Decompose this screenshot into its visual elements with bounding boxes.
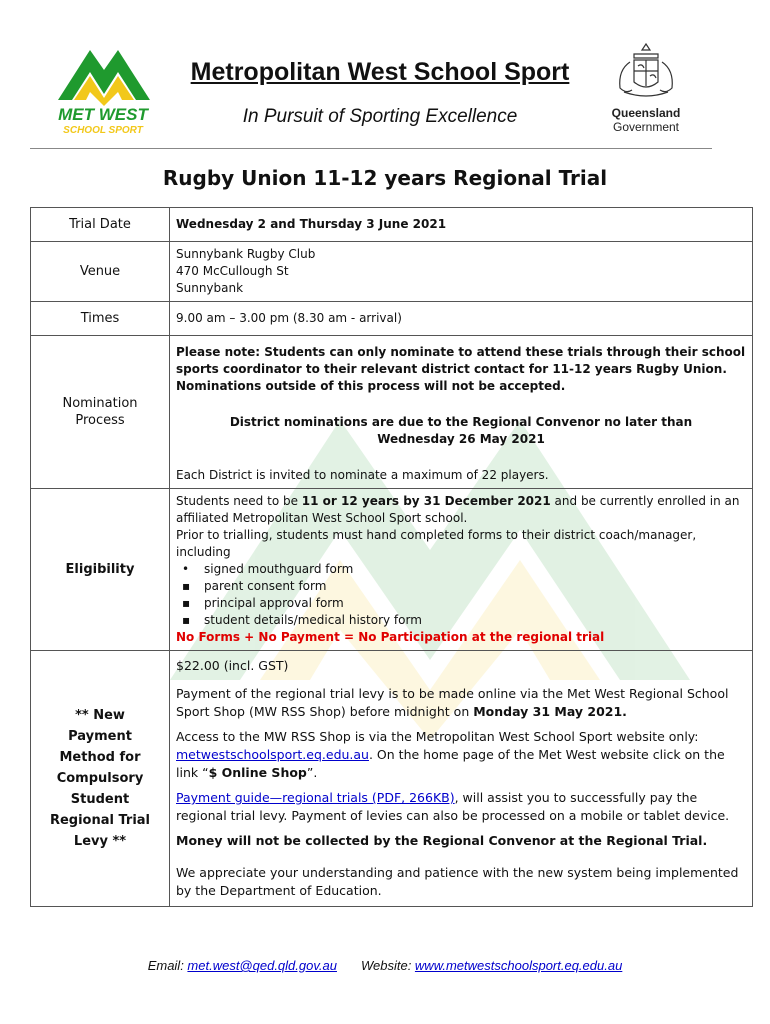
eligibility-age: 11 or 12 years by 31 December 2021	[301, 494, 551, 508]
nomination-label	[31, 336, 170, 489]
payment-p2-mid: . On the home page of the Met West website click on the link “	[176, 747, 725, 780]
logo-line2: SCHOOL SPORT	[63, 125, 143, 136]
nomination-max: Each District is invited to nominate a maximum of 22 players.	[176, 468, 549, 482]
payment-label-line: ** New	[75, 708, 125, 723]
nomination-due-line2: Wednesday 26 May 2021	[377, 432, 545, 446]
met-west-logo	[44, 44, 162, 136]
payment-label	[31, 651, 170, 907]
row-times	[31, 302, 753, 336]
website-link[interactable]: metwestschoolsport.eq.edu.au	[176, 747, 369, 762]
footer-website-link[interactable]: www.metwestschoolsport.eq.edu.au	[414, 958, 623, 973]
nomination-note: Please note: Students can only nominate to attend these trials through their school sports coordinator to their relevant district contact for 11-12 years Rugby Union. Nominations outside of this process will not be accepted.	[176, 345, 746, 393]
qld-government-logo	[604, 40, 688, 138]
payment-paragraph-5: We appreciate your understanding and patience with the new system being implemented by the Department of Education.	[176, 865, 739, 898]
nomination-value	[170, 336, 753, 489]
payment-paragraph-2	[176, 728, 746, 782]
org-title: Metropolitan West School Sport	[190, 58, 570, 86]
qld-line2: Government	[612, 120, 680, 134]
tagline: In Pursuit of Sporting Excellence	[242, 106, 518, 127]
eligibility-warning: No Forms + No Payment = No Participation at the regional trial	[176, 630, 605, 644]
venue-value	[170, 242, 753, 302]
payment-p2-post: ”.	[306, 765, 318, 780]
row-nomination	[31, 336, 753, 489]
list-item-text: principal approval form	[204, 596, 344, 610]
list-item-text: parent consent form	[204, 579, 327, 593]
row-venue	[31, 242, 753, 302]
nomination-label-line2: Process	[75, 413, 125, 428]
row-payment	[31, 651, 753, 907]
payment-paragraph-1	[176, 685, 746, 721]
qld-line1: Queensland	[611, 106, 681, 120]
trial-date-label: Trial Date	[31, 208, 170, 242]
email-label: Email:	[147, 958, 188, 973]
payment-label-line: Method for	[59, 750, 141, 765]
email-link[interactable]: met.west@qed.qld.gov.au	[187, 958, 337, 973]
payment-guide-link[interactable]: Payment guide—regional trials (PDF, 266KB)	[176, 790, 455, 805]
website-label: Website:	[360, 958, 415, 973]
times-value: 9.00 am – 3.00 pm (8.30 am - arrival)	[170, 302, 753, 336]
times-label: Times	[31, 302, 170, 336]
payment-p1-text: Payment of the regional trial levy is to be made online via the Met West Regional School Sport Shop (MW RSS Shop) before midnight on	[176, 686, 729, 719]
eligibility-intro-pre: Students need to be	[176, 494, 302, 508]
venue-line1: Sunnybank Rugby Club	[176, 247, 316, 261]
list-item	[182, 561, 746, 578]
payment-paragraph-3	[176, 789, 746, 825]
eligibility-intro	[176, 493, 746, 527]
payment-label-line: Compulsory	[56, 771, 144, 786]
row-eligibility	[31, 489, 753, 651]
trial-date-value: Wednesday 2 and Thursday 3 June 2021	[170, 208, 753, 242]
payment-p2-text: Access to the MW RSS Shop is via the Metropolitan West School Sport website only:	[176, 729, 699, 744]
header-divider	[30, 148, 712, 149]
document-title: Rugby Union 11-12 years Regional Trial	[162, 166, 608, 190]
eligibility-forms-intro: Prior to trialling, students must hand completed forms to their district coach/manager, including	[176, 528, 697, 559]
logo-line1: MET WEST	[58, 105, 148, 124]
bullet-icon: •	[182, 562, 190, 576]
list-item-text: student details/medical history form	[204, 613, 422, 627]
bullet-icon: ▪	[182, 596, 191, 610]
payment-p3-text: , will assist you to successfully pay the regional trial levy. Payment of levies can also be processed on a mobile or tablet device.	[176, 790, 730, 823]
nomination-label-line1: Nomination	[62, 396, 138, 411]
list-item	[182, 595, 746, 612]
bullet-icon: ▪	[182, 579, 191, 593]
venue-line3: Sunnybank	[176, 281, 244, 295]
venue-line2: 470 McCullough St	[176, 264, 289, 278]
online-shop-label: $ Online Shop	[208, 765, 307, 780]
footer	[0, 958, 770, 973]
payment-value	[170, 651, 753, 907]
list-item-text: signed mouthguard form	[204, 562, 354, 576]
nomination-due-line1: District nominations are due to the Regional Convenor no later than	[229, 415, 693, 429]
required-forms-list	[176, 561, 746, 629]
payment-label-line: Levy **	[73, 834, 127, 849]
payment-label-line: Student	[70, 792, 130, 807]
payment-deadline: Monday 31 May 2021.	[473, 704, 627, 719]
payment-paragraph-4: Money will not be collected by the Regional Convenor at the Regional Trial.	[176, 833, 708, 848]
list-item	[182, 612, 746, 629]
payment-label-line: Regional Trial	[49, 813, 151, 828]
eligibility-intro-post: and be currently enrolled in an affiliated Metropolitan West School Sport school.	[176, 494, 740, 525]
eligibility-label: Eligibility	[31, 489, 170, 651]
venue-label: Venue	[31, 242, 170, 302]
payment-label-line: Payment	[68, 729, 132, 744]
row-trial-date	[31, 208, 753, 242]
qld-crest-icon	[604, 40, 688, 102]
eligibility-value	[170, 489, 753, 651]
bullet-icon: ▪	[182, 613, 191, 627]
trial-details-table	[30, 207, 753, 907]
payment-amount: $22.00 (incl. GST)	[176, 658, 289, 673]
list-item	[182, 578, 746, 595]
